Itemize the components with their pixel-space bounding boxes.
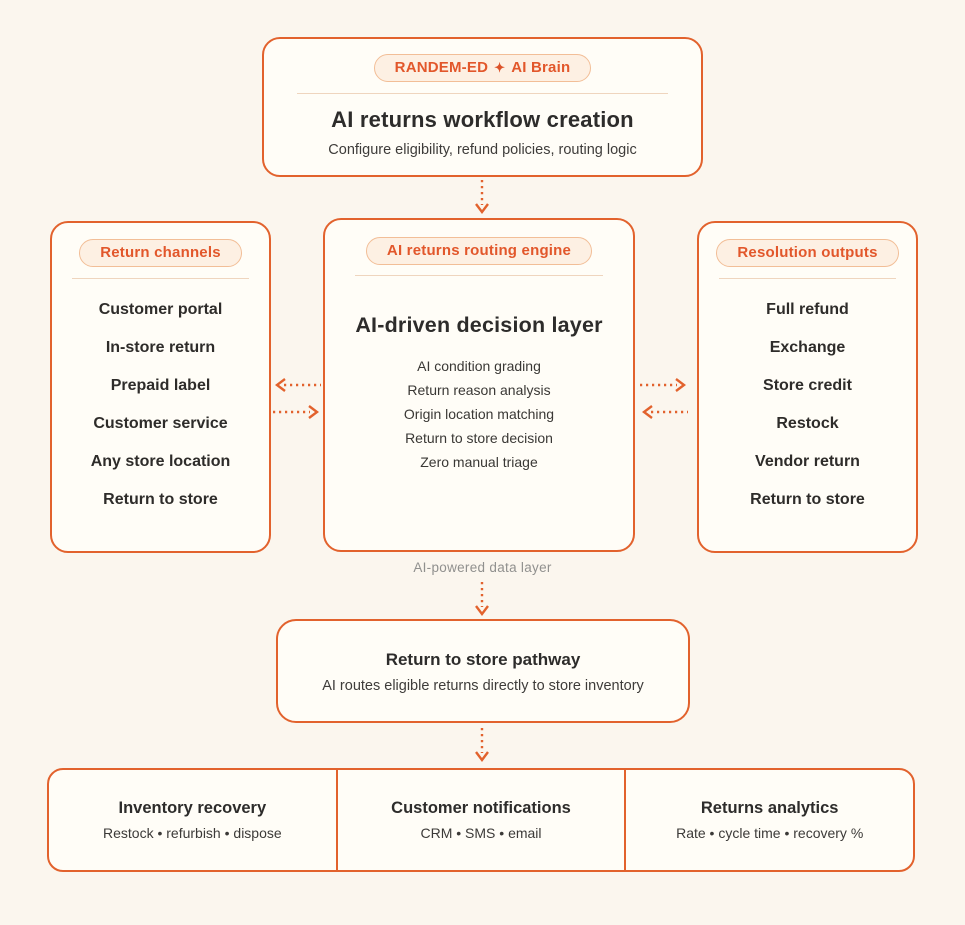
arrow-left-icon xyxy=(272,377,322,393)
workflow-creation-title: AI returns workflow creation xyxy=(331,107,634,132)
resolution-outputs-badge: Resolution outputs xyxy=(716,239,898,267)
cell-title: Inventory recovery xyxy=(118,799,267,817)
list-item: Full refund xyxy=(766,301,849,318)
list-item: Prepaid label xyxy=(110,377,211,394)
list-item: Vendor return xyxy=(755,453,860,470)
list-item: Zero manual triage xyxy=(420,454,538,470)
arrow-down-icon xyxy=(474,727,490,765)
divider xyxy=(719,278,896,279)
list-item: Return to store xyxy=(103,491,218,508)
arrow-right-icon xyxy=(272,404,322,420)
returns-analytics-cell xyxy=(624,770,913,870)
return-to-store-pathway-box xyxy=(276,619,690,723)
workflow-creation-box xyxy=(262,37,703,177)
routing-engine-badge: AI returns routing engine xyxy=(366,237,592,265)
brand-badge xyxy=(374,54,592,82)
arrow-left-icon xyxy=(639,404,689,420)
cell-subtitle: CRM • SMS • email xyxy=(420,825,542,841)
diamond-icon: ✦ xyxy=(494,60,506,75)
decision-layer-title: AI-driven decision layer xyxy=(355,313,603,337)
return-channels-badge: Return channels xyxy=(79,239,242,267)
list-item: Return reason analysis xyxy=(407,382,551,398)
arrow-right-icon xyxy=(639,377,689,393)
inventory-recovery-cell xyxy=(49,770,336,870)
resolution-outputs-list xyxy=(699,291,916,519)
resolution-outputs-box xyxy=(697,221,918,553)
decision-layer-list xyxy=(325,354,633,474)
list-item: Any store location xyxy=(90,453,231,470)
customer-notifications-cell xyxy=(336,770,625,870)
list-item: Customer service xyxy=(93,415,228,432)
list-item: Exchange xyxy=(769,339,846,356)
list-item: In-store return xyxy=(105,339,216,356)
cell-subtitle: Restock • refurbish • dispose xyxy=(103,825,282,841)
arrow-down-icon xyxy=(474,581,490,619)
list-item: Origin location matching xyxy=(403,406,555,422)
divider xyxy=(72,278,249,279)
cell-subtitle: Rate • cycle time • recovery % xyxy=(676,825,864,841)
brand-suffix: AI Brain xyxy=(511,59,571,76)
workflow-creation-subtitle: Configure eligibility, refund policies, routing logic xyxy=(328,142,637,158)
return-channels-box xyxy=(50,221,271,553)
return-channels-list xyxy=(52,291,269,519)
divider xyxy=(355,275,603,276)
pathway-title: Return to store pathway xyxy=(385,650,581,669)
list-item: Restock xyxy=(776,415,839,432)
pathway-subtitle: AI routes eligible returns directly to store inventory xyxy=(322,678,644,694)
data-layer-label: AI-powered data layer xyxy=(413,560,552,575)
list-item: Return to store xyxy=(750,491,865,508)
list-item: AI condition grading xyxy=(417,358,541,374)
list-item: Return to store decision xyxy=(405,430,553,446)
arrow-down-icon xyxy=(474,179,490,217)
outcomes-row xyxy=(47,768,915,872)
list-item: Customer portal xyxy=(98,301,223,318)
cell-title: Returns analytics xyxy=(700,799,839,817)
routing-engine-box xyxy=(323,218,635,552)
cell-title: Customer notifications xyxy=(391,799,571,817)
divider xyxy=(297,93,668,94)
list-item: Store credit xyxy=(763,377,852,394)
brand-name: RANDEM-ED xyxy=(394,59,489,76)
